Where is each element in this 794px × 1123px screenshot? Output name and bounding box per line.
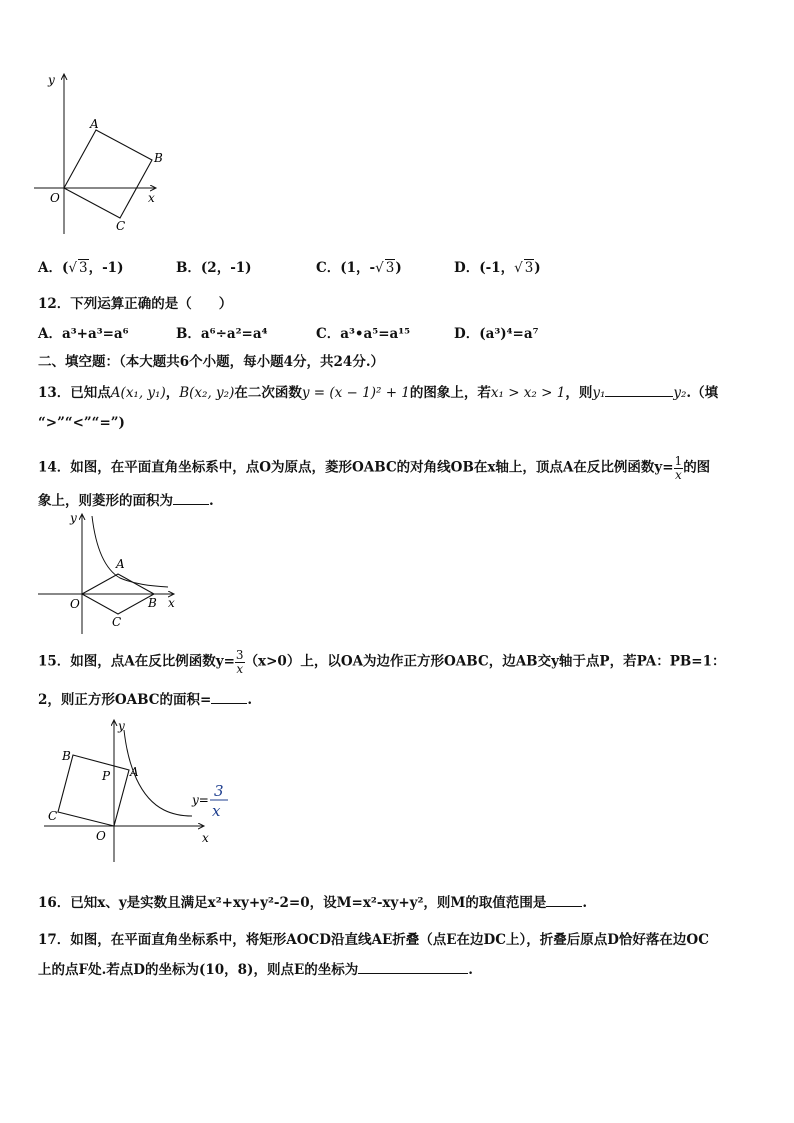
q16-answer-blank[interactable] xyxy=(546,894,582,907)
label-y: y xyxy=(118,719,125,733)
opt-d-prefix: D．(-1， xyxy=(454,260,515,276)
hyperbola-curve xyxy=(92,516,168,587)
q17-answer-blank[interactable] xyxy=(358,961,468,974)
q13-function: y = (x − 1)² + 1 xyxy=(301,385,410,401)
q12-option-b: B．a⁶÷a²=a⁴ xyxy=(176,326,268,342)
sqrt-icon: √ xyxy=(375,260,384,276)
q13-condition: x₁ > x₂ > 1 xyxy=(490,385,566,401)
q16-text: 16．已知x、y是实数且满足x²+xy+y²-2=0，设M=x²-xy+y²，则M的取值范围是 xyxy=(38,895,547,911)
label-p: P xyxy=(102,769,111,783)
q12-option-d: D．(a³)⁴=a⁷ xyxy=(454,326,539,342)
q13-y1: y₁ xyxy=(592,385,606,401)
section-heading: 二、填空题：（本大题共6个小题，每小题4分，共24分.） xyxy=(38,354,385,370)
q13-answer-blank[interactable] xyxy=(605,384,673,397)
function-prefix: y= xyxy=(192,793,209,807)
q13-line2: “>”“<”“=”) xyxy=(38,415,125,431)
q17-line2-text: 上的点F处.若点D的坐标为(10，8)，则点E的坐标为 xyxy=(38,962,359,978)
label-x: x xyxy=(168,596,175,610)
opt-d-radicand: 3 xyxy=(524,260,534,276)
q11-option-c xyxy=(316,256,402,276)
label-o: O xyxy=(70,597,80,611)
q14-line2 xyxy=(38,489,214,509)
label-o: O xyxy=(50,191,60,205)
q15-post: （x>0）上，以OA为边作正方形OABC，边AB交y轴于点P，若PA：PB=1： xyxy=(244,653,726,670)
label-y: y xyxy=(48,73,55,87)
label-y: y xyxy=(70,511,77,525)
q16-line xyxy=(38,891,587,911)
q17-end: . xyxy=(468,962,473,978)
q15-line2-text: 2，则正方形OABC的面积= xyxy=(38,692,212,708)
q13-y2: y₂ xyxy=(673,385,687,401)
square-oabc xyxy=(64,130,152,218)
q11-figure xyxy=(30,68,170,238)
q13-mid: 在二次函数 xyxy=(234,385,302,401)
q14-end: . xyxy=(209,493,214,509)
q11-option-b: B．(2，-1) xyxy=(176,260,252,276)
q14-line2-text: 象上，则菱形的面积为 xyxy=(38,493,173,509)
label-c: C xyxy=(116,219,126,233)
q12-option-a: A．a³+a³=a⁶ xyxy=(38,326,129,342)
q13-mid2: 的图象上，若 xyxy=(409,385,491,401)
q15-frac-den: x xyxy=(236,661,244,676)
q13-sep: ， xyxy=(165,385,180,401)
q15-figure xyxy=(40,716,240,866)
q15-frac-num: 3 xyxy=(235,648,244,662)
q14-frac-den: x xyxy=(674,467,682,482)
q14-pre: 14．如图，在平面直角坐标系中，点O为原点，菱形OABC的对角线OB在x轴上，顶点A在反比例函数y= xyxy=(38,459,674,476)
q15-end: . xyxy=(247,692,253,708)
sqrt-icon: √ xyxy=(514,260,523,276)
function-numerator: 3 xyxy=(214,782,224,800)
sqrt-icon: √ xyxy=(68,260,77,276)
opt-c-radicand: 3 xyxy=(385,260,395,276)
opt-a-rest: ，-1) xyxy=(88,260,124,276)
opt-c-prefix: C．(1，- xyxy=(316,260,376,276)
label-a: A xyxy=(90,117,99,131)
function-denominator: x xyxy=(212,802,221,820)
q13-line1 xyxy=(38,381,718,401)
q15-fraction xyxy=(235,649,245,675)
q11-option-d xyxy=(454,256,541,276)
q13-mid3: ，则 xyxy=(565,385,593,401)
label-b: B xyxy=(148,596,157,610)
label-x: x xyxy=(148,191,155,205)
q14-fraction xyxy=(674,455,684,481)
opt-a-radicand: 3 xyxy=(78,260,88,276)
label-b: B xyxy=(154,151,163,165)
q14-post: 的图 xyxy=(683,459,711,476)
label-c: C xyxy=(48,809,58,823)
opt-a-prefix: A．( xyxy=(38,260,69,276)
label-a: A xyxy=(116,557,125,571)
q14-figure xyxy=(34,510,184,638)
q13-point-a: A(x₁, y₁) xyxy=(110,385,166,401)
q15-line2 xyxy=(38,688,252,708)
label-c: C xyxy=(112,615,122,629)
label-o: O xyxy=(96,829,106,843)
q13-tail: .（填 xyxy=(686,385,719,401)
q15-answer-blank[interactable] xyxy=(211,691,247,704)
q11-option-a xyxy=(38,256,123,276)
q13-point-b: B(x₂, y₂) xyxy=(179,385,235,401)
q14-frac-num: 1 xyxy=(674,454,683,468)
q12-option-c: C．a³•a⁵=a¹⁵ xyxy=(316,326,411,342)
q15-pre: 15．如图，点A在反比例函数y= xyxy=(38,653,235,670)
label-x: x xyxy=(202,831,209,845)
q14-answer-blank[interactable] xyxy=(173,492,209,505)
label-b: B xyxy=(62,749,71,763)
q12-stem: 12．下列运算正确的是（ ） xyxy=(38,296,233,312)
q14-line1 xyxy=(38,455,710,481)
opt-c-rest: ) xyxy=(395,260,402,276)
q16-end: . xyxy=(582,895,588,911)
q15-line1 xyxy=(38,649,725,675)
q13-pre: 13．已知点 xyxy=(38,385,111,401)
label-a: A xyxy=(130,765,139,779)
q17-line1: 17．如图，在平面直角坐标系中，将矩形AOCD沿直线AE折叠（点E在边DC上），折叠后原点D恰好落在边OC xyxy=(38,932,709,948)
q17-line2 xyxy=(38,958,473,978)
square-oabc xyxy=(58,755,129,826)
opt-d-rest: ) xyxy=(534,260,541,276)
